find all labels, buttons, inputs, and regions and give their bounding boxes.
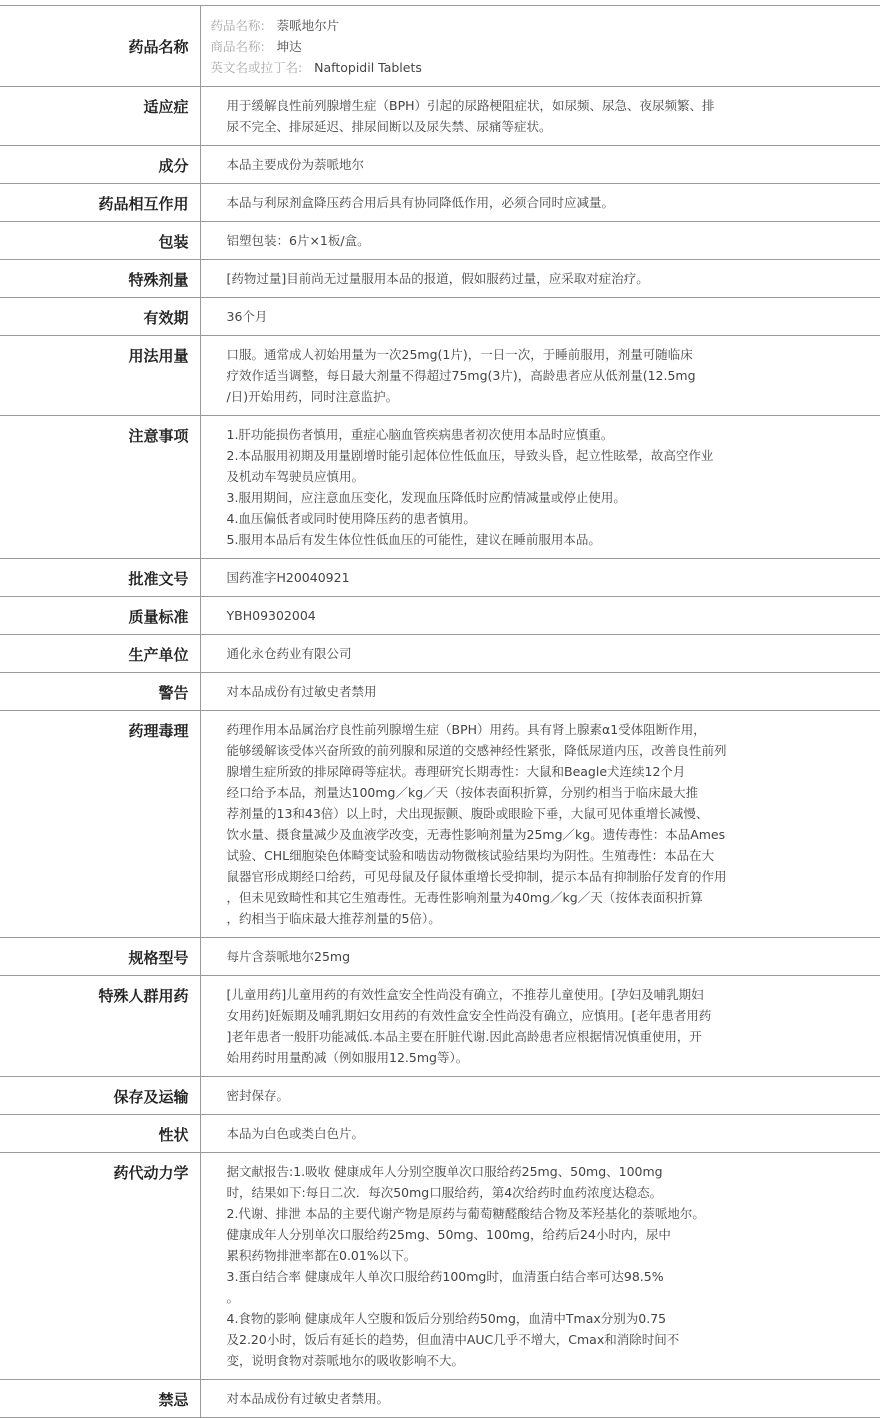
info-row	[0, 146, 880, 184]
text-line: 据文献报告:1.吸收 健康成年人分别空腹单次口服给药25mg、50mg、100mg	[226, 1164, 663, 1179]
info-row	[0, 1115, 880, 1153]
name-values	[200, 6, 880, 87]
generic-name-value: 萘哌地尔片	[276, 18, 340, 33]
info-row	[0, 1153, 880, 1380]
text-line: 累积药物排泄率都在0.01%以下。	[226, 1248, 417, 1263]
text-line: [药物过量]目前尚无过量服用本品的报道，假如服药过量，应采取对症治疗。	[226, 271, 649, 286]
text-line: 4.食物的影响 健康成年人空腹和饭后分别给药50mg，血清中Tmax分别为0.75	[226, 1311, 667, 1326]
text-line: 经口给予本品，剂量达100mg／kg／天（按体表面积折算，分别约相当于临床最大推	[226, 785, 699, 800]
row-value	[200, 711, 880, 938]
info-row	[0, 673, 880, 711]
row-label: 质量标准	[0, 597, 200, 635]
text-line: ，但未见致畸性和其它生殖毒性。无毒性影响剂量为40mg／kg／天（按体表面积折算	[226, 890, 703, 905]
row-value	[200, 597, 880, 635]
row-label: 包装	[0, 222, 200, 260]
info-row	[0, 597, 880, 635]
row-label: 药理毒理	[0, 711, 200, 938]
row-value	[200, 260, 880, 298]
row-value	[200, 184, 880, 222]
text-line: 5.服用本品后有发生体位性低血压的可能性，建议在睡前服用本品。	[226, 532, 601, 547]
row-label: 生产单位	[0, 635, 200, 673]
text-line: 3.蛋白结合率 健康成年人单次口服给药100mg时，血清蛋白结合率可达98.5%	[226, 1269, 664, 1284]
row-value	[200, 298, 880, 336]
generic-name-line	[211, 15, 867, 36]
text-line: 及2.20小时，饭后有延长的趋势，但血清中AUC几乎不增大，Cmax和消除时间不	[226, 1332, 680, 1347]
text-line: 试验、CHL细胞染色体畸变试验和啮齿动物微核试验结果均为阴性。生殖毒性：本品在大	[226, 848, 715, 863]
text-line: ，约相当于临床最大推荐剂量的5倍）。	[226, 911, 441, 926]
row-label: 性状	[0, 1115, 200, 1153]
info-row	[0, 260, 880, 298]
text-line: 密封保存。	[226, 1088, 290, 1103]
text-line: 时，结果如下:每日二次．每次50mg口服给药，第4次给药时血药浓度达稳态。	[226, 1185, 663, 1200]
row-value	[200, 146, 880, 184]
row-value	[200, 1153, 880, 1380]
info-row	[0, 1380, 880, 1418]
text-line: 腺增生症所致的排尿障碍等症状。毒理研究长期毒性：大鼠和Beagle犬连续12个月	[226, 764, 686, 779]
text-line: 通化永仓药业有限公司	[226, 646, 352, 661]
text-line: 国药准字H20040921	[226, 570, 350, 585]
row-label: 药品相互作用	[0, 184, 200, 222]
trade-name-line	[211, 36, 867, 57]
text-line: 始用药时用量酌减（例如服用12.5mg等）。	[226, 1050, 469, 1065]
row-label: 适应症	[0, 87, 200, 146]
row-value	[200, 673, 880, 711]
text-line: 2.本品服用初期及用量剧增时能引起体位性低血压，导致头昏，起立性眩晕，故高空作业	[226, 448, 714, 463]
text-line: 3.服用期间，应注意血压变化，发现血压降低时应酌情减量或停止使用。	[226, 490, 626, 505]
row-label: 特殊人群用药	[0, 976, 200, 1077]
text-line: 变，说明食物对萘哌地尔的吸收影响不大。	[226, 1353, 465, 1368]
row-value	[200, 635, 880, 673]
row-value	[200, 976, 880, 1077]
trade-name-value: 坤达	[276, 39, 302, 54]
text-line: 本品与利尿剂盒降压药合用后具有协同降低作用，必须合同时应减量。	[226, 195, 615, 210]
text-line: 对本品成份有过敏史者禁用	[226, 684, 377, 699]
info-row	[0, 1077, 880, 1115]
row-value	[200, 559, 880, 597]
text-line: 本品主要成份为萘哌地尔	[226, 157, 365, 172]
english-name-key: 英文名或拉丁名:	[210, 60, 303, 75]
info-row	[0, 635, 880, 673]
text-line: 每片含萘哌地尔25mg	[226, 949, 351, 964]
info-row	[0, 416, 880, 559]
drug-info-sheet	[0, 5, 880, 1418]
trade-name-key: 商品名称:	[210, 39, 265, 54]
text-line: 口服。通常成人初始用量为一次25mg(1片)，一日一次，于睡前服用，剂量可随临床	[226, 347, 693, 362]
text-line: /日)开始用药，同时注意监护。	[226, 389, 399, 404]
row-value	[200, 938, 880, 976]
text-line: 本品为白色或类白色片。	[226, 1126, 365, 1141]
name-row	[0, 6, 880, 87]
text-line: 能够缓解该受体兴奋所致的前列腺和尿道的交感神经性紧张，降低尿道内压，改善良性前列	[226, 743, 727, 758]
text-line: YBH09302004	[226, 608, 316, 623]
text-line: [儿童用药]儿童用药的有效性盒安全性尚没有确立，不推荐儿童使用。[孕妇及哺乳期妇	[226, 987, 704, 1002]
row-value	[200, 416, 880, 559]
row-value	[200, 1115, 880, 1153]
row-label: 批准文号	[0, 559, 200, 597]
drug-info-table	[0, 5, 880, 1418]
text-line: 药理作用本品属治疗良性前列腺增生症（BPH）用药。具有肾上腺素α1受体阻断作用，	[226, 722, 706, 737]
row-label: 规格型号	[0, 938, 200, 976]
text-line: 健康成年人分别单次口服给药25mg、50mg、100mg，给药后24小时内，尿中	[226, 1227, 671, 1242]
row-label: 成分	[0, 146, 200, 184]
row-label: 特殊剂量	[0, 260, 200, 298]
info-row	[0, 559, 880, 597]
generic-name-key: 药品名称:	[210, 18, 265, 33]
text-line: 用于缓解良性前列腺增生症（BPH）引起的尿路梗阻症状，如尿频、尿急、夜尿频繁、排	[226, 98, 715, 113]
text-line: 。	[226, 1290, 240, 1305]
row-label: 有效期	[0, 298, 200, 336]
info-row	[0, 976, 880, 1077]
drug-info-table-body	[0, 6, 880, 1418]
info-row	[0, 184, 880, 222]
row-label: 用法用量	[0, 336, 200, 416]
text-line: 尿不完全、排尿延迟、排尿间断以及尿失禁、尿痛等症状。	[226, 119, 552, 134]
text-line: 疗效作适当调整，每日最大剂量不得超过75mg(3片)，高龄患者应从低剂量(12.5mg	[226, 368, 696, 383]
row-label: 禁忌	[0, 1380, 200, 1418]
text-line: 鼠器官形成期经口给药，可见母鼠及仔鼠体重增长受抑制，提示本品有抑制胎仔发育的作用	[226, 869, 727, 884]
info-row	[0, 222, 880, 260]
text-line: 荐剂量的13和43倍）以上时，犬出现振颤、腹卧或眼睑下垂，大鼠可见体重增长减慢、	[226, 806, 709, 821]
text-line: 及机动车驾驶员应慎用。	[226, 469, 365, 484]
text-line: 铝塑包装：6片×1板/盒。	[226, 233, 370, 248]
row-value	[200, 336, 880, 416]
info-row	[0, 336, 880, 416]
text-line: 2.代谢、排泄 本品的主要代谢产物是原药与葡萄糖醛酸结合物及苯羟基化的萘哌地尔。	[226, 1206, 705, 1221]
text-line: 饮水量、摄食量减少及血液学改变，无毒性影响剂量为25mg／kg。遗传毒性：本品Ames	[226, 827, 726, 842]
info-row	[0, 938, 880, 976]
row-label: 药代动力学	[0, 1153, 200, 1380]
english-name-line	[211, 57, 867, 78]
row-value	[200, 87, 880, 146]
text-line: 女用药]妊娠期及哺乳期妇女用药的有效性盒安全性尚没有确立，应慎用。[老年患者用药	[226, 1008, 712, 1023]
row-label: 药品名称	[0, 6, 200, 87]
row-value	[200, 1077, 880, 1115]
text-line: 对本品成份有过敏史者禁用。	[226, 1391, 390, 1406]
row-label: 保存及运输	[0, 1077, 200, 1115]
info-row	[0, 711, 880, 938]
english-name-value: Naftopidil Tablets	[314, 60, 422, 75]
row-label: 注意事项	[0, 416, 200, 559]
row-value	[200, 1380, 880, 1418]
text-line: 1.肝功能损伤者慎用，重症心脑血管疾病患者初次使用本品时应慎重。	[226, 427, 614, 442]
text-line: ]老年患者一般肝功能减低.本品主要在肝脏代谢.因此高龄患者应根据情况慎重使用，开	[226, 1029, 702, 1044]
text-line: 4.血压偏低者或同时使用降压药的患者慎用。	[226, 511, 476, 526]
info-row	[0, 87, 880, 146]
row-value	[200, 222, 880, 260]
row-label: 警告	[0, 673, 200, 711]
info-row	[0, 298, 880, 336]
text-line: 36个月	[226, 309, 268, 324]
